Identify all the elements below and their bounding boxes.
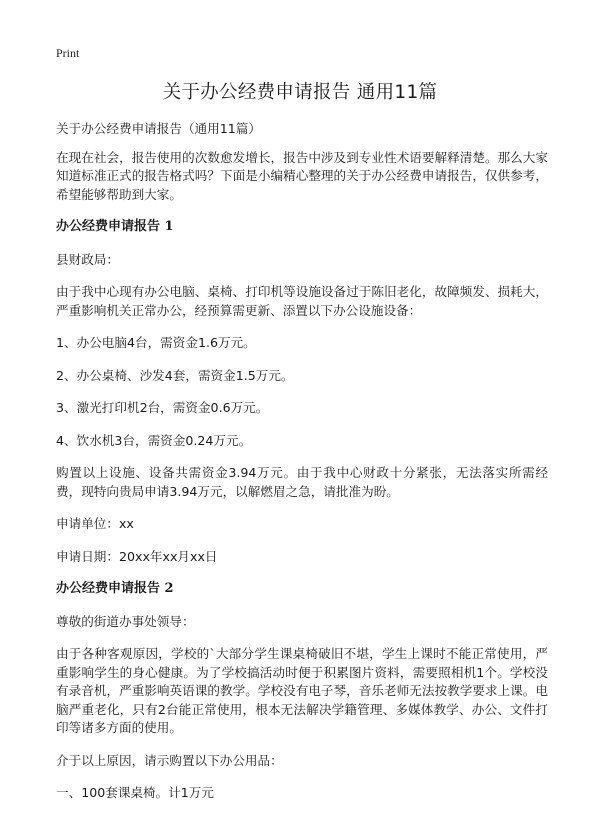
intro-paragraph: 在现在社会，报告使用的次数愈发增长，报告中涉及到专业性术语要解释清楚。那么大家知道标准正式的报告格式吗？下面是小编精心整理的关于办公经费申请报告，仅供参考，希望能够帮助到大家。 [56, 149, 548, 202]
document-body [56, 120, 548, 803]
print-link[interactable]: Print [56, 46, 80, 60]
list-item: 3、激光打印机2台，需资金0.6万元。 [56, 400, 269, 415]
section2-lead-in: 介于以上原因，请示购置以下办公用品： [56, 752, 283, 768]
document-subtitle: 关于办公经费申请报告（通用11篇） [56, 121, 261, 136]
section1-salutation: 县财政局： [56, 251, 119, 267]
section2-body: 由于各种客观原因，学校的`大部分学生课桌椅破旧不堪，学生上课时不能正常使用，严重影响学生的身心健康。为了学校搞活动时便于积累图片资料，需要照相机1个。学校没有录音机，严重影响英语课的教学。学校没有电子琴，音乐老师无法按教学要求上课。电脑严重老化，只有2台能正常使用，根本无法解决学籍管理、多媒体教学、办公、文件打印等诸多方面的使用。 [56, 646, 548, 735]
section2-salutation: 尊敬的街道办事处领导： [56, 613, 195, 629]
section1-conclusion: 购置以上设施、设备共需资金3.94万元。由于我中心财政十分紧张，无法落实所需经费，现特向贵局申请3.94万元，以解燃眉之急，请批准为盼。 [56, 465, 548, 499]
list-item: 一、100套课桌椅。计1万元 [56, 785, 214, 800]
list-item: 1、办公电脑4台，需资金1.6万元。 [56, 335, 256, 350]
section1-applicant: 申请单位：xx [56, 516, 134, 531]
page-title: 关于办公经费申请报告 通用11篇 [162, 82, 438, 103]
list-item: 2、办公桌椅、沙发4套，需资金1.5万元。 [56, 367, 294, 383]
section1-date: 申请日期：20xx年xx月xx日 [56, 548, 218, 564]
section-heading-2: 办公经费申请报告 2 [56, 581, 174, 596]
list-item: 4、饮水机3台，需资金0.24万元。 [56, 432, 252, 448]
section1-body: 由于我中心现有办公电脑、桌椅、打印机等设施设备过于陈旧老化，故障频发、损耗大，严重影响机关正常办公，经预算需更新、添置以下办公设施设备： [56, 284, 548, 318]
section-heading-1: 办公经费申请报告 1 [56, 219, 174, 234]
